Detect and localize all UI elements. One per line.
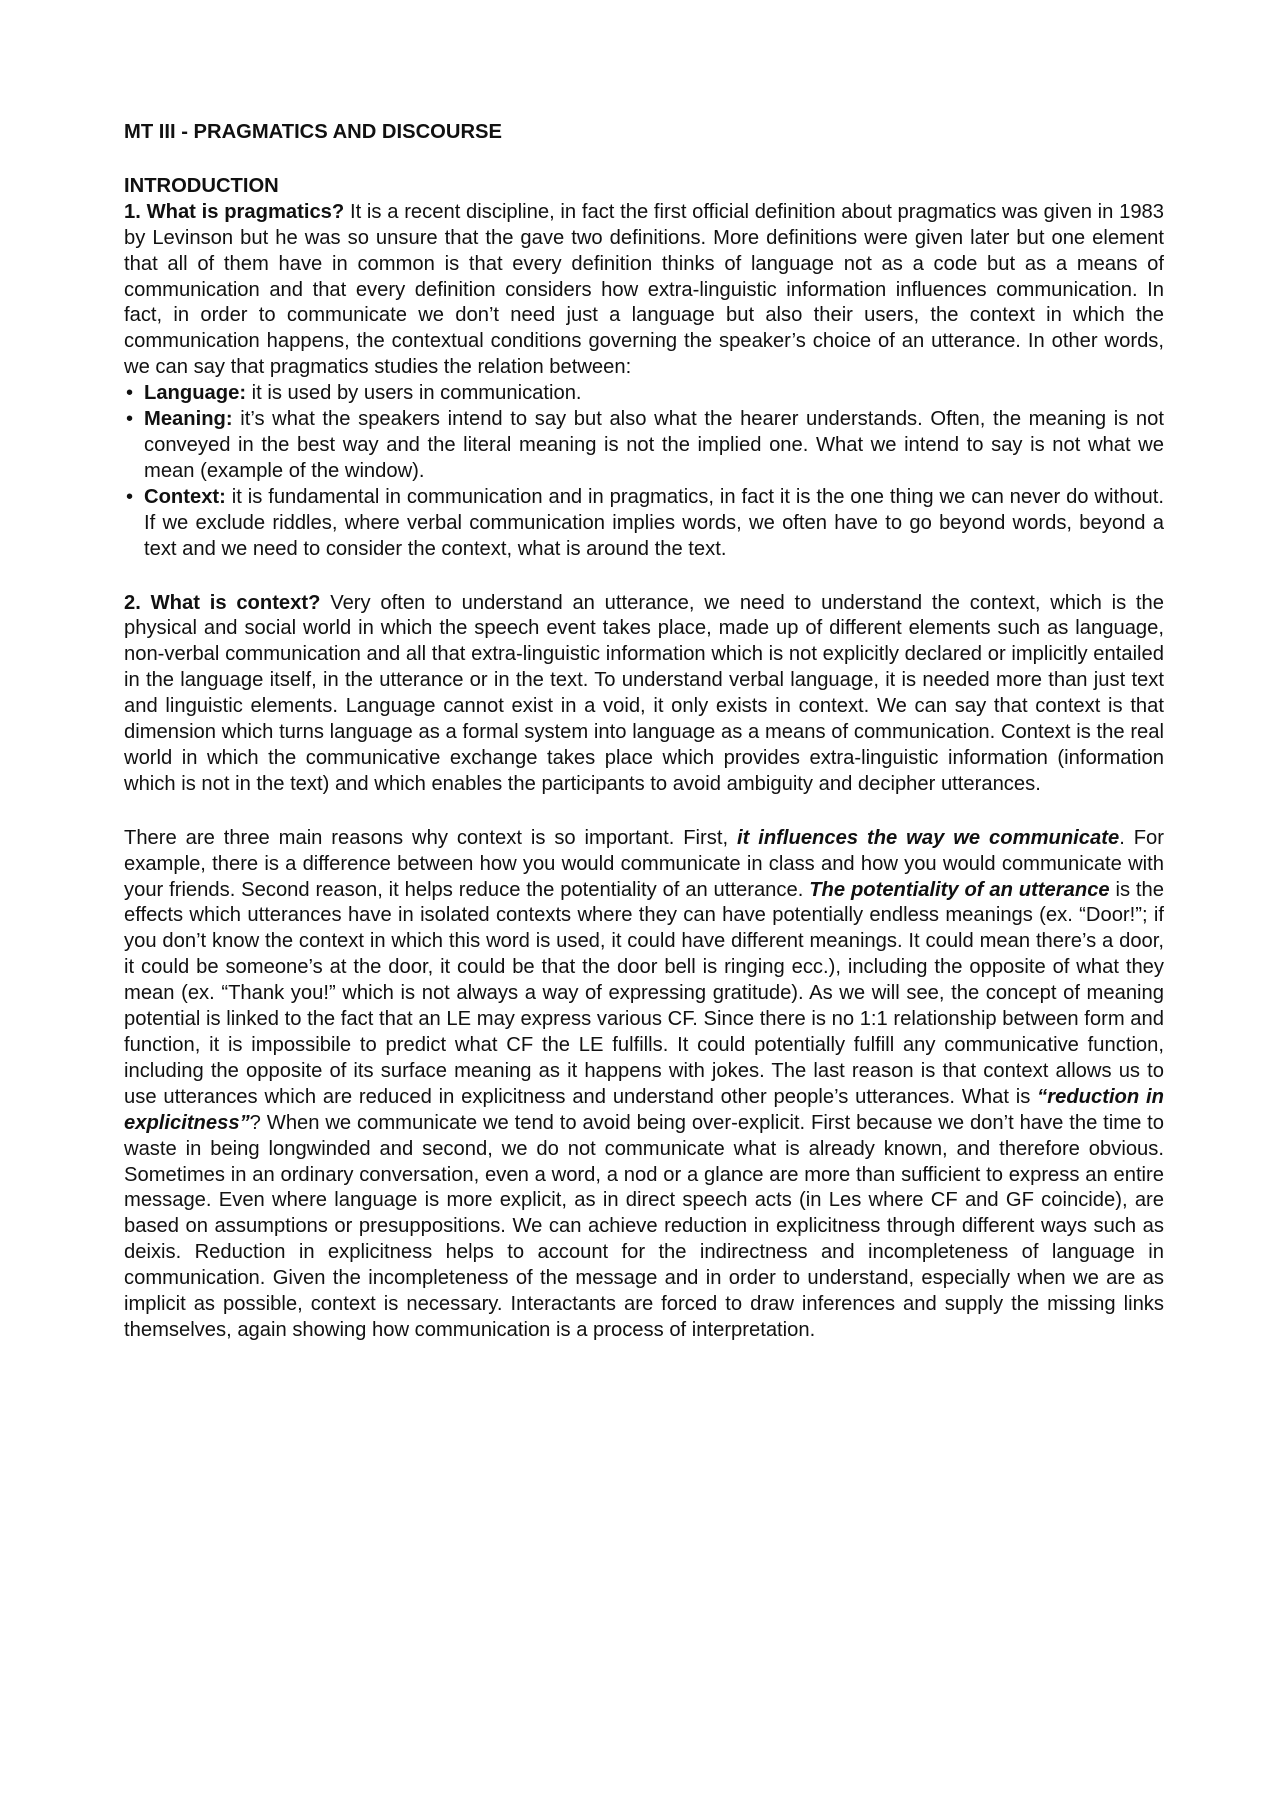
text-run: . For example, there is a difference between how you would communicate in class and how you would communicate with your friends. Second reason, it helps reduce the potentiality of an utterance. (124, 826, 1164, 901)
text-run: There are three main reasons why context is so important. First, (124, 826, 737, 849)
question-heading-context: 2. What is context? (124, 591, 321, 614)
section-heading-introduction: INTRODUCTION (124, 174, 279, 197)
emphasis-potentiality: The potentiality of an utterance (809, 878, 1110, 901)
bullet-text: it’s what the speakers intend to say but also what the hearer understands. Often, the meaning is not conveyed in the best way and the literal meaning is not the implied one. What we intend to say is not what we mean (example of the window). (144, 408, 1164, 482)
bullet-list (124, 381, 1164, 562)
bullet-item-context (124, 485, 1164, 563)
paragraph-reasons-context (124, 826, 1164, 1344)
question-heading-pragmatics: 1. What is pragmatics? (124, 200, 345, 223)
paragraph-what-is-context (124, 591, 1164, 798)
document-title: MT III - PRAGMATICS AND DISCOURSE (124, 121, 502, 143)
text-run: ? When we communicate we tend to avoid being over-explicit. First because we don’t have the time to waste in being longwinded and second, we do not communicate what is already known, and therefore obvious. Sometimes in an ordinary conversation, even a word, a nod or a glance are more than sufficient to express an entire message. Even where language is more explicit, as in direct speech acts (in Les where CF and GF coincide), are based on assumptions or presuppositions. We can achieve reduction in explicitness through different ways such as deixis. Reduction in explicitness helps to account for the indirectness and incompleteness of language in communication. Given the incompleteness of the message and in order to understand, especially when we are as implicit as possible, context is necessary. Interactants are forced to draw inferences and supply the missing links themselves, again showing how communication is a process of interpretation. (124, 1111, 1164, 1341)
bullet-term: Context: (144, 485, 226, 508)
bullet-item-language (124, 381, 1164, 407)
bullet-text: it is used by users in communication. (246, 382, 582, 405)
emphasis-reduction: “reduction in explicitness” (124, 1085, 1164, 1134)
paragraph-text: Very often to understand an utterance, we need to understand the context, which is the physical and social world in which the speech event takes place, made up of different elements such as language, non-verbal communication and all that extra-linguistic information which is not explicitly declared or implicitly entailed in the language itself, in the utterance or in the text. To understand verbal language, it is needed more than just text and linguistic elements. Language cannot exist in a void, it only exists in context. We can say that context is that dimension which turns language as a formal system into language as a means of communication. Context is the real world in which the communicative exchange takes place which provides extra-linguistic information (information which is not in the text) and which enables the participants to avoid ambiguity and decipher utterances. (124, 591, 1164, 795)
paragraph-what-is-pragmatics (124, 200, 1164, 381)
paragraph-text: It is a recent discipline, in fact the first official definition about pragmatics was given in 1983 by Levinson but he was so unsure that the gave two definitions. More definitions were given later but one element that all of them have in common is that every definition thinks of language not as a code but as a means of communication and that every definition considers how extra-linguistic information influences communication. In fact, in order to communicate we don’t need just a language but also their users, the context in which the communication happens, the contextual conditions governing the speaker’s choice of an utterance. In other words, we can say that pragmatics studies the relation between: (124, 200, 1165, 379)
text-run: is the effects which utterances have in isolated contexts where they can have potentially endless meanings (ex. “Door!”; if you don’t know the context in which this word is used, it could have different meanings. It could mean there’s a door, it could be someone’s at the door, it could be that the door bell is ringing ecc.), including the opposite of what they mean (ex. “Thank you!” which is not always a way of expressing gratitude). As we will see, the concept of meaning potential is linked to the fact that an LE may express various CF. Since there is no 1:1 relationship between form and function, it is impossibile to predict what CF the LE fulfills. It could potentially fulfill any communicative function, including the opposite of its surface meaning as it happens with jokes. The last reason is that context allows us to use utterances which are reduced in explicitness and understand other people’s utterances. What is (124, 878, 1164, 1108)
bullet-term: Meaning: (144, 408, 233, 431)
document-page (124, 120, 1164, 1344)
emphasis-influence: it influences the way we communicate (736, 826, 1120, 849)
bullet-term: Language: (144, 382, 247, 405)
bullet-text: it is fundamental in communication and in pragmatics, in fact it is the one thing we can never do without. If we exclude riddles, where verbal communication implies words, we often have to go beyond words, beyond a text and we need to consider the context, what is around the text. (144, 485, 1164, 560)
bullet-item-meaning (124, 407, 1164, 485)
